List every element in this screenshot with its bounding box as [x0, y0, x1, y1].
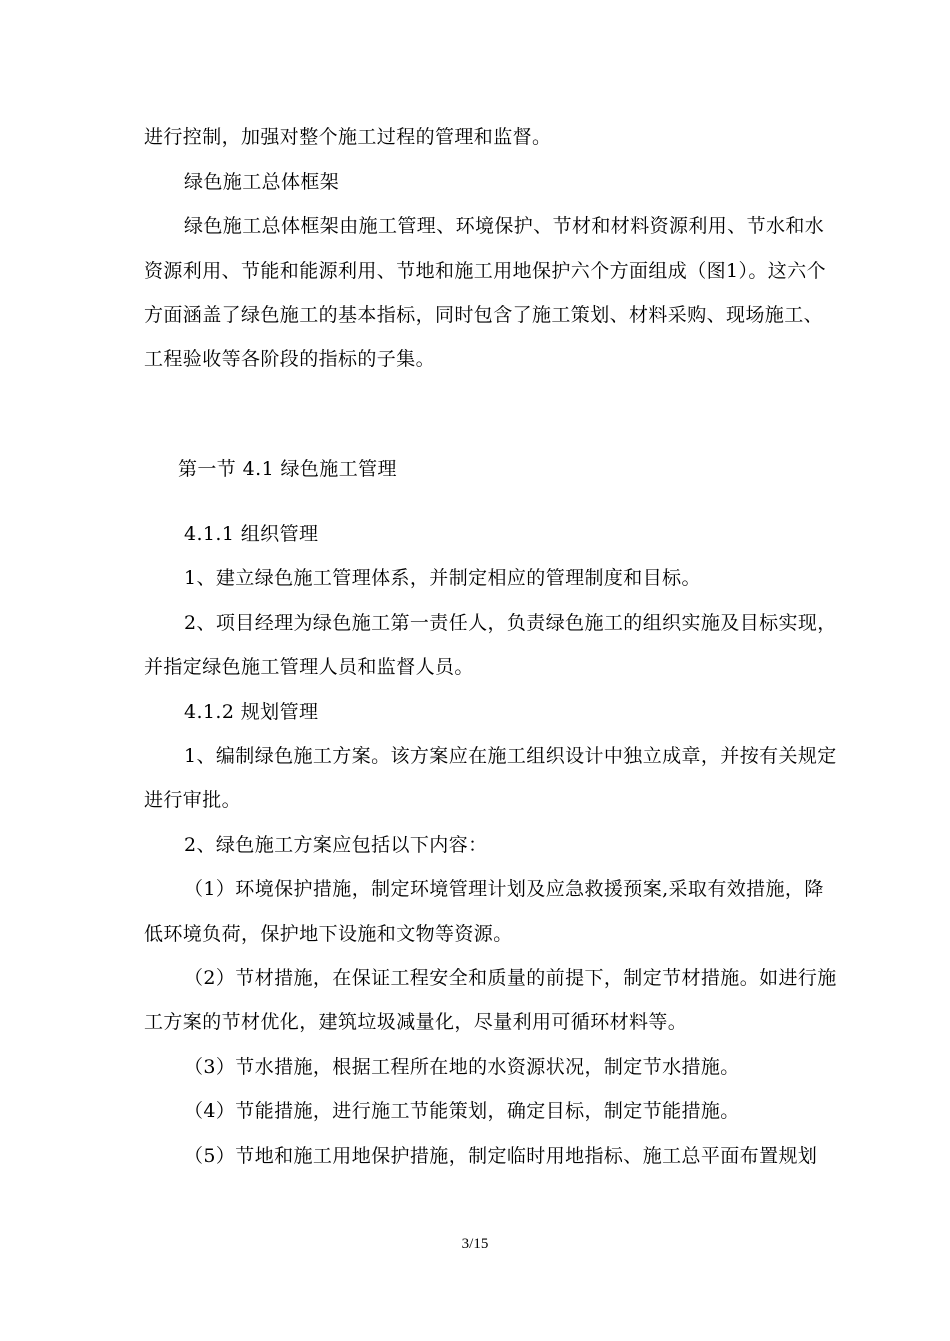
paragraph-line: 进行审批。 — [144, 789, 242, 811]
paragraph-line: 2、绿色施工方案应包括以下内容： — [184, 834, 488, 856]
list-item-line: （2）节材措施，在保证工程安全和质量的前提下，制定节材措施。如进行施 — [184, 967, 837, 989]
list-item-line: （1）环境保护措施，制定环境管理计划及应急救援预案,采取有效措施，降 — [184, 878, 824, 900]
list-item-line: （3）节水措施，根据工程所在地的水资源状况，制定节水措施。 — [184, 1056, 740, 1078]
paragraph-line: 方面涵盖了绿色施工的基本指标，同时包含了施工策划、材料采购、现场施工、 — [144, 304, 824, 326]
list-item-line: 工方案的节材优化，建筑垃圾减量化，尽量利用可循环材料等。 — [144, 1011, 688, 1033]
paragraph-line: 资源利用、节能和能源利用、节地和施工用地保护六个方面组成（图1）。这六个 — [144, 260, 826, 282]
paragraph-line: 并指定绿色施工管理人员和监督人员。 — [144, 656, 474, 678]
paragraph-line: 进行控制，加强对整个施工过程的管理和监督。 — [144, 126, 552, 148]
paragraph-line: 2、项目经理为绿色施工第一责任人，负责绿色施工的组织实施及目标实现， — [184, 612, 837, 634]
paragraph-line: 绿色施工总体框架由施工管理、环境保护、节材和材料资源利用、节水和水 — [184, 215, 825, 237]
list-item-line: （4）节能措施，进行施工节能策划，确定目标，制定节能措施。 — [184, 1100, 740, 1122]
list-item-line: 低环境负荷，保护地下设施和文物等资源。 — [144, 923, 513, 945]
list-item-line: （5）节地和施工用地保护措施，制定临时用地指标、施工总平面布置规划 — [184, 1145, 818, 1167]
page-number: 3/15 — [461, 1236, 489, 1252]
subsection-heading: 4.1.1 组织管理 — [184, 523, 319, 545]
subsection-heading: 4.1.2 规划管理 — [184, 701, 319, 723]
paragraph-line: 1、编制绿色施工方案。该方案应在施工组织设计中独立成章，并按有关规定 — [184, 745, 837, 767]
paragraph-line: 工程验收等各阶段的指标的子集。 — [144, 348, 436, 370]
chapter-heading: 第一节 4.1 绿色施工管理 — [178, 458, 397, 480]
section-title: 绿色施工总体框架 — [184, 171, 340, 193]
paragraph-line: 1、建立绿色施工管理体系，并制定相应的管理制度和目标。 — [184, 567, 701, 589]
